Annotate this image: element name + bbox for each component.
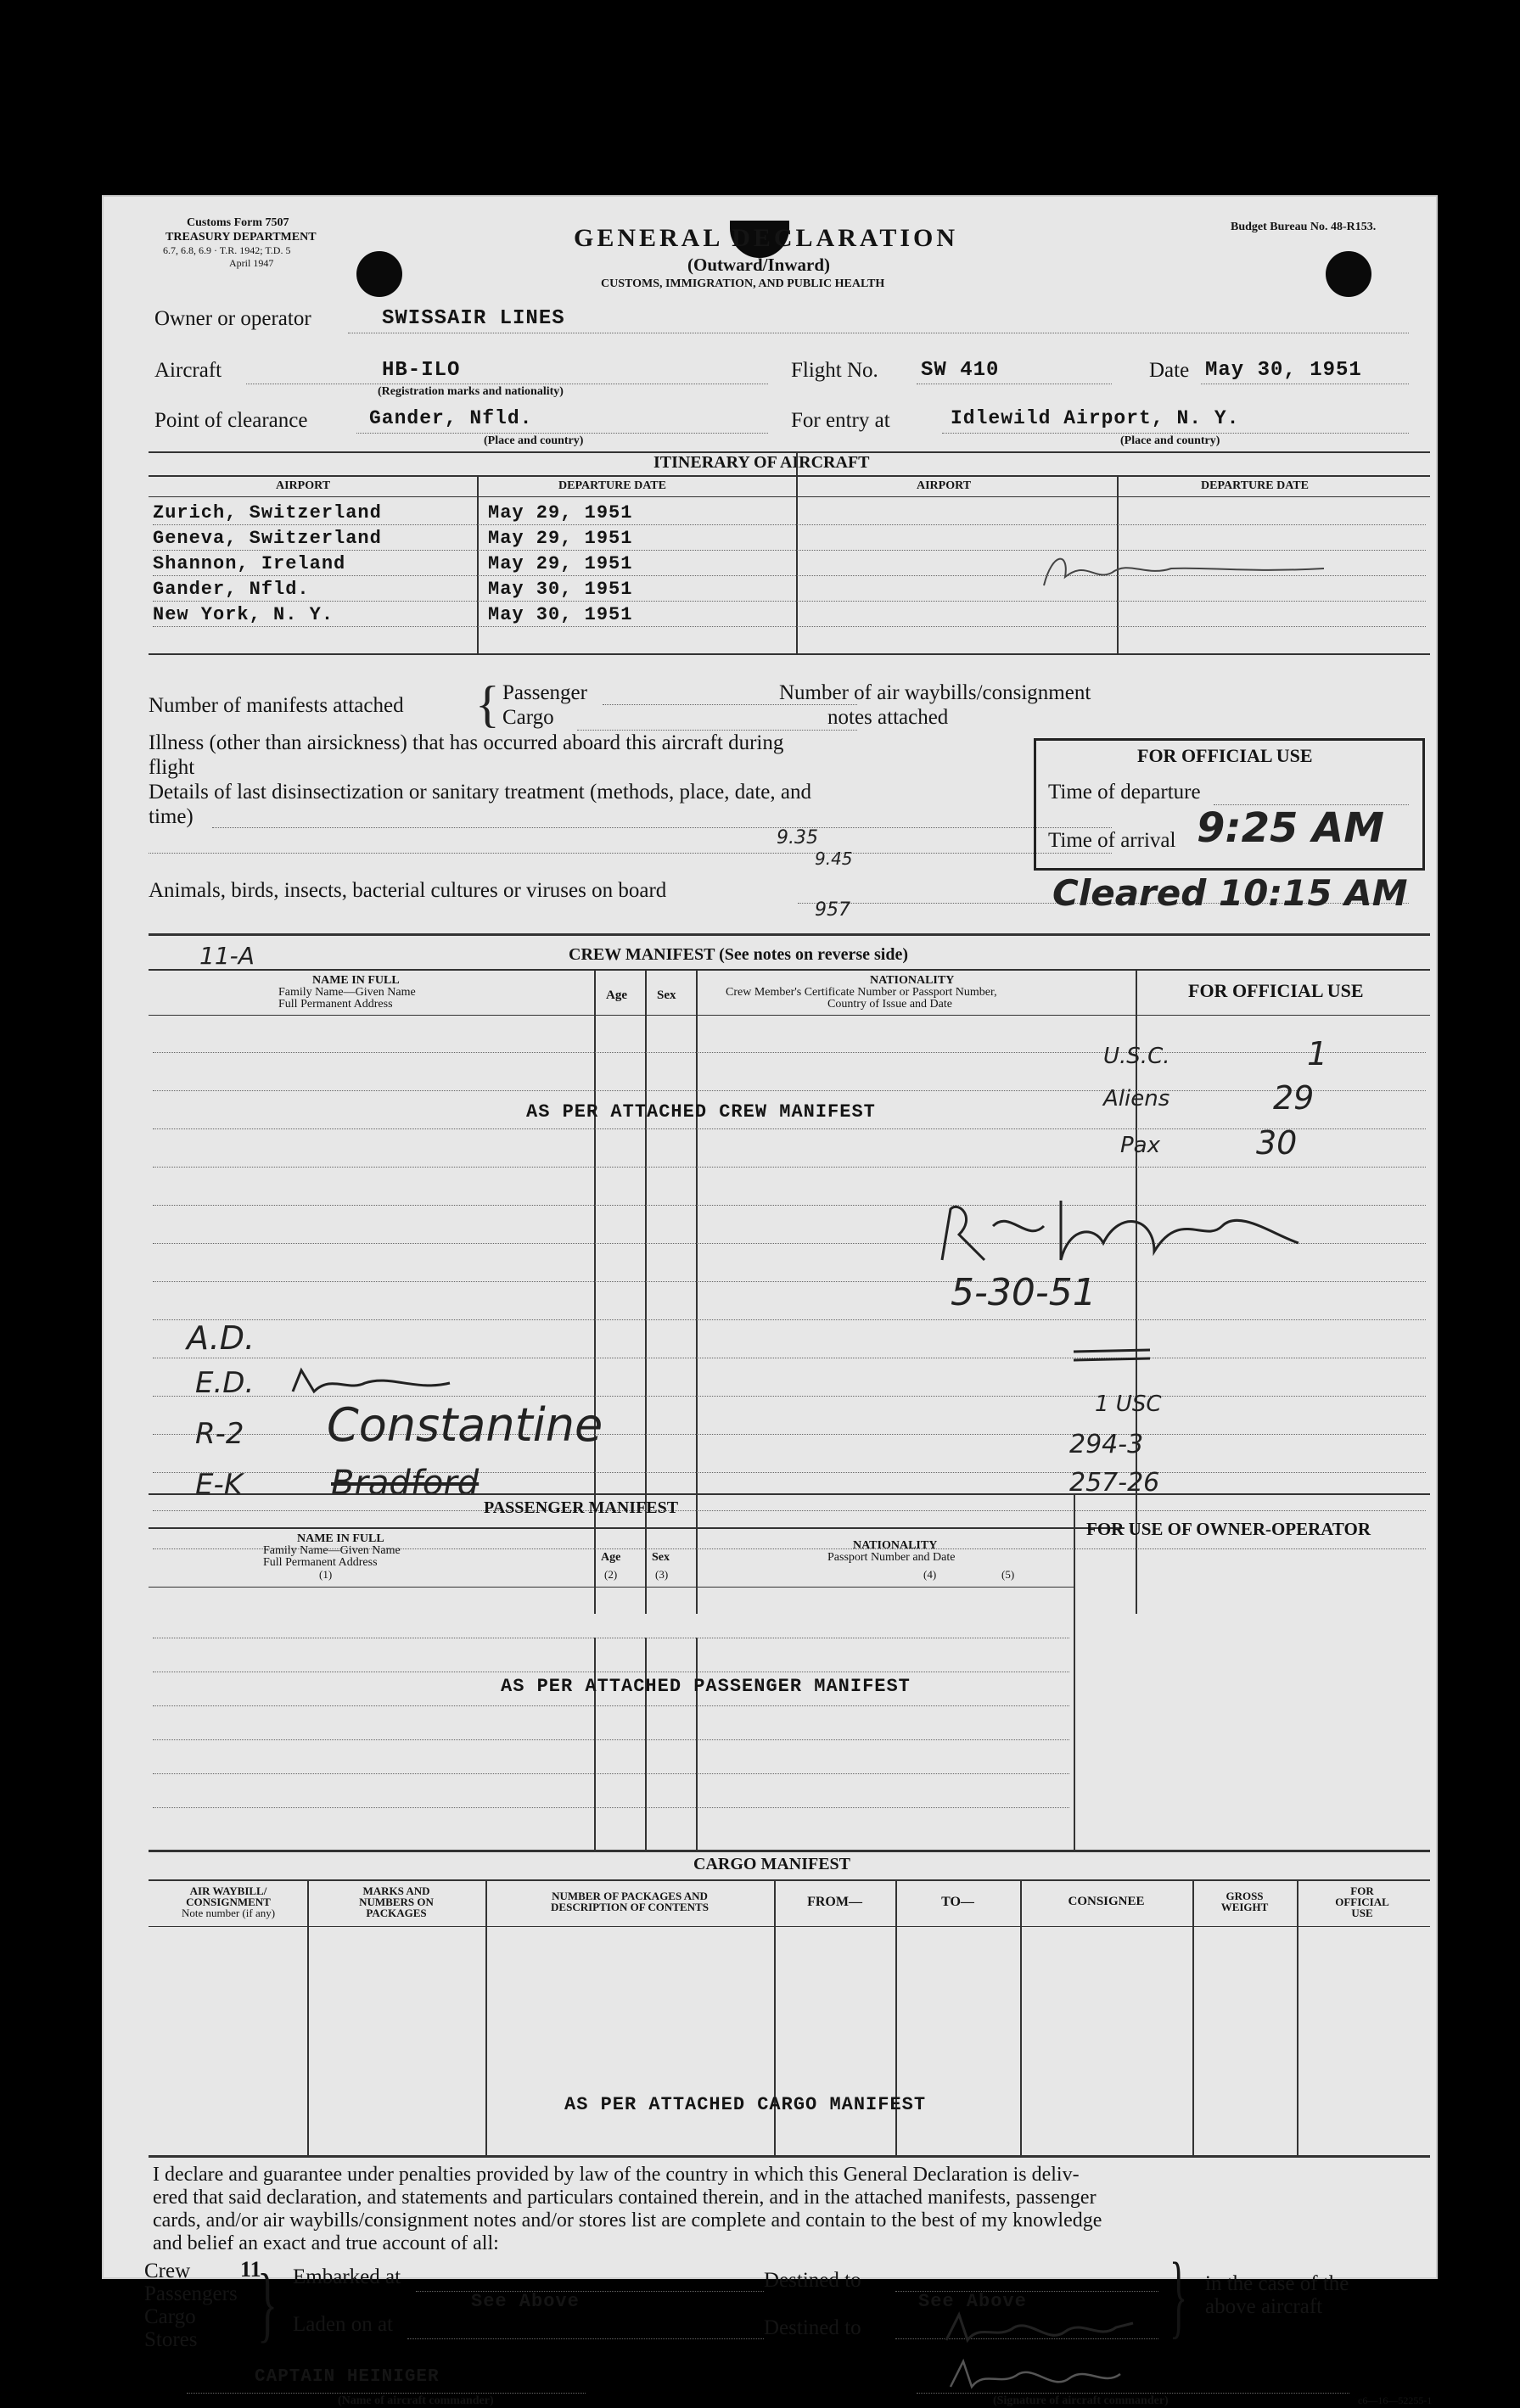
pax-col-name-2: Family Name—Given Name <box>263 1544 401 1557</box>
crew-official-use: FOR OFFICIAL USE <box>1188 980 1364 1001</box>
crew-manifest-title: CREW MANIFEST (See notes on reverse side) <box>569 945 908 964</box>
pax-col-nationality: NATIONALITY <box>853 1539 938 1552</box>
itinerary-airport: Shannon, Ireland <box>153 553 346 574</box>
itinerary-title: ITINERARY OF AIRCRAFT <box>653 453 870 472</box>
pax-col-age: Age <box>601 1551 621 1564</box>
decl-stores-label: Stores <box>144 2328 198 2351</box>
cargo-col-packages: NUMBER OF PACKAGES AND DESCRIPTION OF CONTENTS <box>551 1890 709 1913</box>
commander-name: CAPTAIN HEINIGER <box>255 2367 440 2387</box>
form-refs: 6.7, 6.8, 6.9 · T.R. 1942; T.D. 5 <box>163 244 291 256</box>
crew-col-nationality-3: Country of Issue and Date <box>827 998 952 1011</box>
cargo-label: Cargo <box>502 706 554 729</box>
decl-passengers-label: Passengers <box>144 2282 238 2305</box>
date-label: Date <box>1149 359 1190 382</box>
handwritten-time-c: 957 <box>815 899 850 921</box>
handwritten-date-signed: 5-30-51 <box>951 1271 1097 1314</box>
case-label-1: in the case of the <box>1205 2272 1349 2295</box>
signature-label: (Signature of aircraft commander) <box>993 2394 1169 2407</box>
punch-hole-right <box>1326 251 1371 297</box>
decl-cargo-label: Cargo <box>144 2305 196 2328</box>
owner-label: Owner or operator <box>154 307 311 330</box>
itin-col-date-2: DEPARTURE DATE <box>1201 479 1309 492</box>
itinerary-date: May 30, 1951 <box>488 604 633 625</box>
itinerary-airport: Gander, Nfld. <box>153 579 310 600</box>
handwritten-crew-ref: 11-A <box>199 942 255 970</box>
official-use-title: FOR OFFICIAL USE <box>1137 745 1313 766</box>
entry-value: Idlewild Airport, N. Y. <box>951 407 1240 429</box>
pax-col-n5: (5) <box>1001 1568 1015 1581</box>
decl-crew-count: 11 <box>240 2257 261 2282</box>
handwritten-signature-1 <box>934 1192 1307 1277</box>
laden-label: Laden on at <box>293 2313 394 2336</box>
pax-col-n2: (2) <box>604 1568 618 1581</box>
entry-label: For entry at <box>791 409 890 432</box>
form-date: April 1947 <box>229 257 274 269</box>
crew-col-nationality-2: Crew Member's Certificate Number or Passport Number, <box>726 986 997 999</box>
clearance-value: Gander, Nfld. <box>369 407 533 429</box>
declaration-text-4: and belief an exact and true account of all: <box>153 2232 499 2254</box>
cargo-col-from: FROM— <box>807 1895 862 1909</box>
handwritten-r2-name: Constantine <box>327 1398 603 1452</box>
cargo-col-official: FOR OFFICIAL USE <box>1335 1884 1389 1919</box>
handwritten-arrival-time: 9:25 AM <box>1197 804 1385 852</box>
aircraft-value: HB-ILO <box>382 359 461 382</box>
handwritten-ed: E.D. <box>195 1366 255 1400</box>
pax-attached-note: AS PER ATTACHED PASSENGER MANIFEST <box>501 1676 911 1697</box>
handwritten-time-b: 9.45 <box>815 848 853 869</box>
handwritten-ed-signature <box>289 1366 458 1400</box>
destined-value: See Above <box>918 2291 1027 2312</box>
handwritten-signature-2 <box>938 2298 1158 2400</box>
pax-col-name-3: Full Permanent Address <box>263 1556 378 1569</box>
pax-col-n1: (1) <box>319 1568 333 1581</box>
cargo-col-weight: GROSS WEIGHT <box>1220 1890 1269 1913</box>
date-value: May 30, 1951 <box>1205 359 1362 382</box>
flight-label: Flight No. <box>791 359 878 382</box>
page-subtitle: (Outward/Inward) <box>687 255 831 275</box>
handwritten-usc-count: 1 <box>1307 1035 1328 1072</box>
dept-name: TREASURY DEPARTMENT <box>165 231 317 244</box>
crew-col-age: Age <box>606 988 627 1002</box>
handwritten-ek: E-K <box>195 1468 244 1502</box>
handwritten-aliens-count: 29 <box>1273 1079 1315 1117</box>
itinerary-airport: Zurich, Switzerland <box>153 502 382 524</box>
cargo-col-marks: MARKS AND NUMBERS ON PACKAGES <box>359 1884 434 1919</box>
disinsect-label-2: time) <box>149 805 194 828</box>
embarked-value: See Above <box>471 2291 580 2312</box>
handwritten-number-257: 257-26 <box>1069 1468 1160 1498</box>
destined-label-1: Destined to <box>764 2269 861 2292</box>
printer-code: c6—16—52255-1 <box>1358 2394 1433 2406</box>
pax-col-n4: (4) <box>923 1568 937 1581</box>
owner-use-title: FOR USE OF OWNER-OPERATOR <box>1086 1519 1371 1539</box>
itinerary-date: May 29, 1951 <box>488 502 633 524</box>
declaration-text-2: ered that said declaration, and statements and particulars contained therein, and in the attached manifests, passenger <box>153 2187 1097 2209</box>
itinerary-date: May 29, 1951 <box>488 528 633 549</box>
waybills-label-2: notes attached <box>827 706 949 729</box>
budget-bureau: Budget Bureau No. 48-R153. <box>1231 221 1377 233</box>
itinerary-scribble <box>1035 543 1341 602</box>
commander-name-label: (Name of aircraft commander) <box>338 2394 494 2407</box>
handwritten-number-294: 294-3 <box>1069 1430 1144 1459</box>
handwritten-usc-2: 1 USC <box>1095 1392 1162 1417</box>
cargo-manifest-title: CARGO MANIFEST <box>693 1855 851 1873</box>
handwritten-ad: A.D. <box>187 1319 255 1357</box>
handwritten-pax: Pax <box>1120 1133 1160 1158</box>
pax-col-name: NAME IN FULL <box>297 1532 384 1545</box>
crew-col-name-3: Full Permanent Address <box>278 998 393 1011</box>
itin-col-airport-2: AIRPORT <box>917 479 972 492</box>
handwritten-usc: U.S.C. <box>1103 1044 1170 1069</box>
animals-label: Animals, birds, insects, bacterial cultures or viruses on board <box>149 879 667 902</box>
handwritten-ek-name: Bradford <box>331 1464 480 1503</box>
crew-attached-note: AS PER ATTACHED CREW MANIFEST <box>526 1101 876 1123</box>
passenger-label: Passenger <box>502 681 587 704</box>
crew-col-nationality: NATIONALITY <box>870 974 955 987</box>
itinerary-airport: New York, N. Y. <box>153 604 334 625</box>
flight-value: SW 410 <box>921 359 1000 382</box>
disinsect-label: Details of last disinsectization or sanitary treatment (methods, place, date, and <box>149 781 811 804</box>
pax-col-nationality-2: Passport Number and Date <box>827 1551 956 1564</box>
declaration-text-3: cards, and/or air waybills/consignment notes and/or stores list are complete and contain to the best of my knowledge <box>153 2209 1102 2232</box>
destined-label-2: Destined to <box>764 2316 861 2339</box>
handwritten-underline <box>1069 1345 1154 1370</box>
clearance-label: Point of clearance <box>154 409 308 432</box>
page-title: GENERAL DECLARATION <box>574 224 959 252</box>
itin-col-airport-1: AIRPORT <box>276 479 331 492</box>
pax-col-sex: Sex <box>652 1551 670 1564</box>
cargo-col-waybill: AIR WAYBILL/ CONSIGNMENT Note number (if any) <box>181 1884 276 1919</box>
aircraft-note: (Registration marks and nationality) <box>378 385 564 398</box>
handwritten-r2: R-2 <box>195 1417 244 1451</box>
waybills-label: Number of air waybills/consignment <box>779 681 1091 704</box>
manifests-label: Number of manifests attached <box>149 694 404 717</box>
owner-value: SWISSAIR LINES <box>382 307 565 330</box>
aircraft-label: Aircraft <box>154 359 222 382</box>
crew-col-sex: Sex <box>657 988 676 1002</box>
embarked-label: Embarked at <box>293 2265 401 2288</box>
cargo-attached-note: AS PER ATTACHED CARGO MANIFEST <box>564 2094 927 2115</box>
declaration-text-1: I declare and guarantee under penalties provided by law of the country in which this General Declaration is deliv- <box>153 2164 1080 2186</box>
itinerary-date: May 30, 1951 <box>488 579 633 600</box>
arrival-time-label: Time of arrival <box>1048 829 1176 852</box>
page-subtitle2: CUSTOMS, IMMIGRATION, AND PUBLIC HEALTH <box>601 277 885 290</box>
itinerary-airport: Geneva, Switzerland <box>153 528 382 549</box>
passenger-manifest-title: PASSENGER MANIFEST <box>484 1498 679 1517</box>
entry-note: (Place and country) <box>1120 434 1220 447</box>
handwritten-time-a: 9.35 <box>777 827 818 848</box>
pax-col-n3: (3) <box>655 1568 669 1581</box>
handwritten-cleared-time: Cleared 10:15 AM <box>1052 872 1408 914</box>
illness-label: Illness (other than airsickness) that has occurred aboard this aircraft during <box>149 731 784 754</box>
clearance-note: (Place and country) <box>484 434 584 447</box>
illness-label-2: flight <box>149 756 195 779</box>
decl-crew-label: Crew <box>144 2260 191 2282</box>
punch-hole-left <box>356 251 402 297</box>
handwritten-aliens: Aliens <box>1103 1086 1170 1112</box>
departure-time-label: Time of departure <box>1048 781 1201 804</box>
itin-col-date-1: DEPARTURE DATE <box>558 479 666 492</box>
cargo-col-to: TO— <box>941 1895 974 1909</box>
form-id: Customs Form 7507 <box>187 216 289 229</box>
cargo-col-consignee: CONSIGNEE <box>1068 1895 1145 1908</box>
declaration-form: Customs Form 7507 TREASURY DEPARTMENT 6.7, 6.8, 6.9 · T.R. 1942; T.D. 5 April 1947 GENERAL DECLARATION (Outward/Inward) CUSTOMS, IMMIGRATION, AND PUBLIC HEALTH Budget Bureau No. 48-R153. Owner or operator SWISSAIR LINES Aircraft HB-ILO (Registration marks and nationality) Flight No. SW 410 Date May 30, 1951 Point of clearance Gander, Nfld. (Place and country) For entry at Idlewild Airport, N. Y. (Place and country) ITINERARY OF AIRCRAFT AIRPORT DEPARTURE DATE AIRPORT DEPARTURE DATE Zurich, Switzerland May 29, 1951 Geneva, Switzerland May 29, 1951 Shannon, Ireland May 29, 1951 Gander, Nfld. May 30, 1951 New York, N. Y. May 30, 1951 Number of manifests attached { Passenger Cargo Number of air waybills/consignment notes attached Illness (other than airsickness) that has occurred aboard this aircraft during flight Details of last disinsectization or sanitary treatment (methods, place, date, and time) Animals, birds, insects, bacterial cultures or viruses on board FOR OFFICIAL USE Time of departure Time of arrival 9:25 AM Cleared 10:15 AM 9.35 9.45 957 11-A CREW MANIFEST (See notes on reverse side) NAME IN FULL Family Name—Given Name Full Permanent Address Age Sex NATIONALITY Crew Member's Certificate Number or Passport Number, Country of Issue and Date FOR OFFICIAL USE AS PER ATTACHED CREW MANIFEST U.S.C. 1 Aliens 29 Pax 30 5-30-51 1 USC 294-3 257-26 A.D. E.D. R-2 Constantine E-K Bradford PASSENGER MANIFEST FOR USE OF OWNER-OPERATOR NAME IN FULL Family Name—Given Name Full Permanent Address (1) Age (2) Sex (3) NATIONALITY Passport Number and Date (4) (5) AS PER ATTACHED PASSENGER MANIFEST CARGO MANIFEST AIR WAYBILL/ CONSIGNMENT Note number (if any) MARKS AND NUMBERS ON PACKAGES NUMBER OF PACKAGES AND DESCRIPTION OF CONTENTS FROM— TO— CONSIGNEE GROSS WEIGHT FOR OFFICIAL USE AS PER ATTACHED CARGO MANIFEST I declare and guarantee under penalties provided by law of the country in which this General Declaration is deliv- ered that said declaration, and statements and particulars contained therein, and in the attached manifests, passenger cards, and/or air waybills/consignment notes and/or stores list are complete and contain to the best of my knowledge and belief an exact and true account of all: Crew 11 Passengers Cargo Stores } Embarked at Laden on at See Above Destined to Destined to See Above } in the case of the above aircraft CAPTAIN HEINIGER (Name of aircraft commander) (Signature of aircraft commander) c6—16—52255-1 <box>102 195 1438 2279</box>
handwritten-pax-count: 30 <box>1256 1124 1298 1162</box>
crew-col-name: NAME IN FULL <box>312 974 400 987</box>
crew-col-name-2: Family Name—Given Name <box>278 986 416 999</box>
case-label-2: above aircraft <box>1205 2295 1323 2318</box>
itinerary-date: May 29, 1951 <box>488 553 633 574</box>
